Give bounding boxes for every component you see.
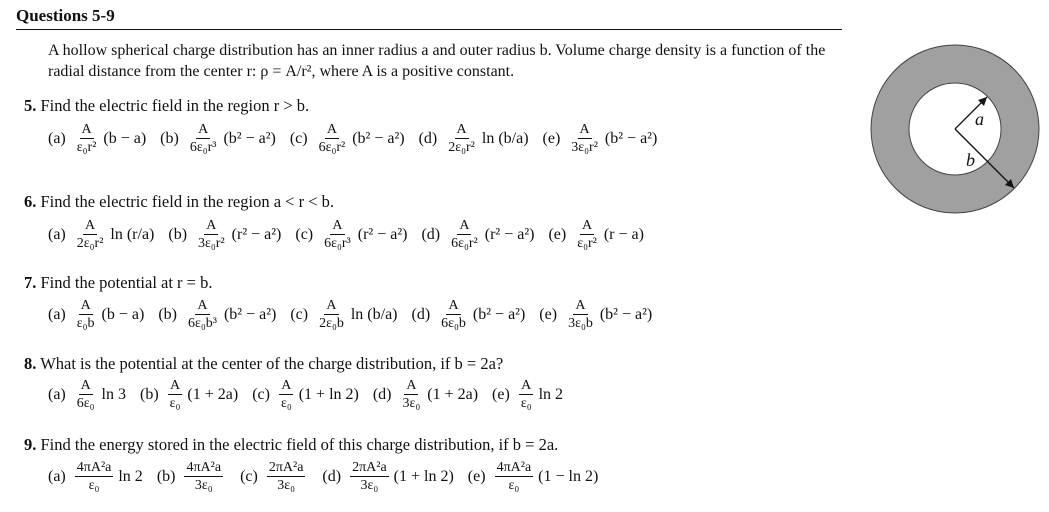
numerator: 4πA²a	[76, 460, 112, 475]
denominator: 2ε₀r²	[448, 140, 475, 155]
answer-option	[158, 298, 276, 331]
option-expression: (r² − a²)	[357, 225, 408, 243]
numerator: A	[206, 218, 217, 233]
numerator: A	[281, 378, 292, 393]
numerator: A	[169, 378, 181, 393]
numerator: A	[85, 218, 96, 233]
denominator: ε₀r²	[76, 140, 97, 155]
option-label: (d)	[411, 305, 431, 323]
question-6	[24, 192, 334, 212]
option-label: (b)	[156, 467, 176, 485]
fraction	[566, 298, 595, 331]
denominator: 3ε₀r²	[571, 140, 598, 155]
question-text: Find the energy stored in the electric field of this charge distribution, if b = 2a.	[40, 435, 559, 454]
answer-option	[295, 218, 407, 251]
numerator: A	[326, 122, 337, 137]
denominator: ε₀	[508, 478, 520, 493]
options-8	[48, 378, 577, 411]
fraction	[439, 298, 468, 331]
option-label: (d)	[421, 225, 441, 243]
label-a: a	[975, 109, 984, 129]
option-expression: (b² − a²)	[472, 305, 526, 323]
answer-option	[140, 378, 238, 411]
denominator: 2ε₀r²	[76, 236, 104, 251]
denominator: 3ε₀	[277, 478, 295, 493]
fraction	[279, 378, 294, 411]
option-label: (a)	[48, 385, 66, 403]
numerator: A	[579, 122, 590, 137]
option-expression: (b² − a²)	[599, 305, 653, 323]
options-9	[48, 460, 612, 493]
fraction	[75, 122, 99, 155]
question-5	[24, 96, 309, 116]
problem-intro: A hollow spherical charge distribution has an inner radius a and outer radius b. Volume charge density is a function of the radial distance from the center r: ρ = A/r², where A is a positive constant.	[48, 42, 826, 80]
option-expression: (b − a)	[103, 129, 147, 147]
option-label: (e)	[467, 467, 486, 485]
answer-option	[48, 460, 143, 493]
answer-option	[168, 218, 281, 251]
fraction	[188, 122, 219, 155]
denominator: 6ε₀r³	[189, 140, 217, 155]
option-label: (e)	[492, 385, 510, 403]
numerator: A	[198, 122, 209, 137]
fraction	[449, 218, 480, 251]
option-label: (c)	[295, 225, 314, 243]
numerator: A	[326, 298, 337, 313]
option-expression: (b² − a²)	[352, 129, 405, 147]
question-number: 9.	[24, 435, 37, 454]
option-expression: (b² − a²)	[604, 129, 658, 147]
options-5	[48, 122, 671, 155]
fraction	[569, 122, 600, 155]
option-expression: (b − a)	[101, 305, 145, 323]
numerator: A	[80, 298, 91, 313]
answer-option	[48, 298, 144, 331]
answer-option	[421, 218, 534, 251]
option-label: (e)	[542, 129, 561, 147]
numerator: A	[456, 122, 467, 137]
fraction	[75, 218, 106, 251]
option-expression: ln (r/a)	[110, 225, 155, 243]
option-expression: (1 + 2a)	[427, 385, 479, 403]
answer-option	[492, 378, 563, 411]
answer-option	[322, 460, 453, 493]
answer-option	[290, 122, 405, 155]
options-6	[48, 218, 658, 251]
denominator: 3ε₀	[402, 396, 421, 411]
option-label: (a)	[48, 129, 66, 147]
fraction	[575, 218, 599, 251]
option-label: (e)	[548, 225, 567, 243]
option-expression: (1 + 2a)	[187, 385, 239, 403]
options-7	[48, 298, 666, 331]
denominator: 6ε₀b	[441, 316, 466, 331]
numerator: 2πA²a	[352, 460, 387, 475]
answer-option	[48, 378, 126, 411]
fraction	[75, 460, 114, 493]
answer-option	[419, 122, 529, 155]
option-label: (e)	[539, 305, 558, 323]
option-label: (d)	[372, 385, 392, 403]
question-text: What is the potential at the center of the charge distribution, if b = 2a?	[40, 354, 504, 373]
option-expression: ln (b/a)	[350, 305, 398, 323]
denominator: ε₀	[88, 478, 100, 493]
option-expression: (1 + ln 2)	[298, 385, 359, 403]
option-label: (b)	[168, 225, 188, 243]
question-text: Find the potential at r = b.	[40, 273, 213, 292]
numerator: A	[575, 298, 586, 313]
option-expression: ln 3	[101, 385, 126, 403]
numerator: A	[197, 298, 208, 313]
fraction	[317, 122, 348, 155]
option-expression: (r − a)	[603, 225, 644, 243]
fraction	[186, 298, 219, 331]
question-7	[24, 273, 213, 293]
option-label: (b)	[158, 305, 177, 323]
answer-option	[468, 460, 598, 493]
fraction	[519, 378, 534, 411]
denominator: 3ε₀	[194, 478, 213, 493]
answer-option	[290, 298, 397, 331]
fraction	[75, 378, 97, 411]
fraction	[184, 460, 223, 493]
option-label: (c)	[289, 129, 308, 147]
option-label: (d)	[322, 467, 342, 485]
option-expression: (b² − a²)	[223, 305, 277, 323]
option-expression: ln 2	[538, 385, 564, 403]
numerator: A	[521, 378, 532, 393]
numerator: 4πA²a	[186, 460, 222, 475]
numerator: A	[81, 122, 92, 137]
question-number: 7.	[24, 273, 37, 292]
question-number: 5.	[24, 96, 37, 115]
fraction	[196, 218, 227, 251]
option-expression: ln 2	[118, 467, 143, 485]
denominator: 6ε₀r³	[324, 236, 351, 251]
answer-option	[373, 378, 478, 411]
fraction	[267, 460, 306, 493]
denominator: ε₀b	[76, 316, 95, 331]
denominator: 3ε₀	[360, 478, 379, 493]
fraction	[168, 378, 183, 411]
option-label: (c)	[252, 385, 270, 403]
label-b: b	[966, 150, 975, 170]
answer-option	[240, 460, 308, 493]
denominator: 3ε₀r²	[198, 236, 225, 251]
numerator: A	[581, 218, 593, 233]
option-label: (b)	[139, 385, 159, 403]
option-expression: ln (b/a)	[481, 129, 529, 147]
option-expression: (1 + ln 2)	[393, 467, 454, 485]
question-text: Find the electric field in the region r > b.	[40, 96, 310, 115]
denominator: ε₀	[280, 396, 292, 411]
answer-option	[157, 460, 226, 493]
option-label: (c)	[240, 467, 258, 485]
fraction	[322, 218, 353, 251]
answer-option	[48, 122, 146, 155]
question-number: 6.	[24, 192, 37, 211]
question-number: 8.	[24, 354, 37, 373]
numerator: A	[80, 378, 91, 393]
question-text: Find the electric field in the region a < r < b.	[40, 192, 335, 211]
section-title: Questions 5-9	[16, 6, 842, 30]
denominator: 6ε₀r²	[451, 236, 478, 251]
numerator: A	[459, 218, 470, 233]
option-label: (c)	[290, 305, 309, 323]
answer-option	[160, 122, 276, 155]
numerator: 4πA²a	[496, 460, 532, 475]
option-expression: (r² − a²)	[231, 225, 282, 243]
answer-option	[412, 298, 526, 331]
numerator: A	[406, 378, 417, 393]
fraction	[350, 460, 389, 493]
answer-option	[48, 218, 154, 251]
answer-option	[543, 122, 658, 155]
question-9	[24, 435, 558, 455]
numerator: A	[448, 298, 459, 313]
denominator: ε₀	[169, 396, 181, 411]
fraction	[75, 298, 97, 331]
denominator: 6ε₀	[76, 396, 95, 411]
option-expression: (1 − ln 2)	[538, 467, 599, 485]
option-expression: (b² − a²)	[223, 129, 276, 147]
option-label: (b)	[160, 129, 179, 147]
denominator: 3ε₀b	[568, 316, 593, 331]
option-label: (a)	[48, 467, 66, 485]
denominator: 6ε₀r²	[318, 140, 346, 155]
denominator: ε₀r²	[577, 236, 597, 251]
fraction	[317, 298, 346, 331]
option-expression: (r² − a²)	[484, 225, 535, 243]
fraction	[446, 122, 477, 155]
denominator: 2ε₀b	[319, 316, 344, 331]
option-label: (d)	[418, 129, 438, 147]
fraction	[401, 378, 423, 411]
option-label: (a)	[48, 225, 66, 243]
spherical-shell-figure	[870, 44, 1040, 214]
option-label: (a)	[48, 305, 66, 323]
fraction	[495, 460, 534, 493]
answer-option	[539, 298, 652, 331]
denominator: 6ε₀b³	[187, 316, 217, 331]
answer-option	[252, 378, 359, 411]
question-8	[24, 354, 503, 374]
numerator: A	[332, 218, 343, 233]
numerator: 2πA²a	[268, 460, 304, 475]
answer-option	[548, 218, 644, 251]
denominator: ε₀	[520, 396, 532, 411]
